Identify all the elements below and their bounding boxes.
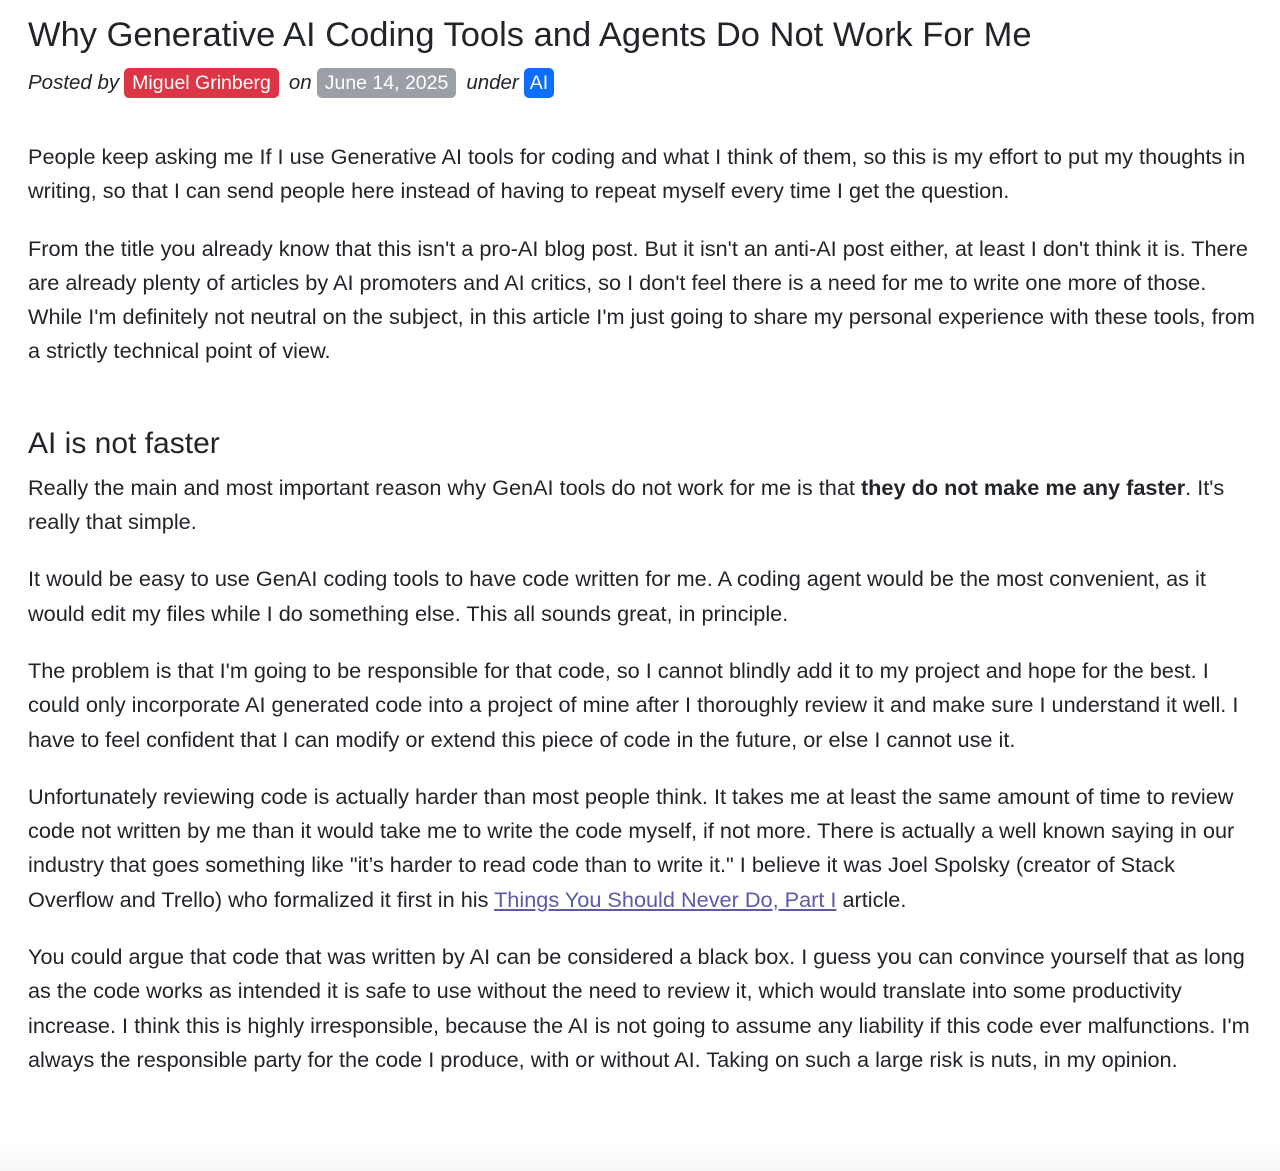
section-heading: AI is not faster <box>28 426 220 460</box>
category-badge-ai[interactable]: AI <box>524 68 554 98</box>
section-paragraph-2: It would be easy to use GenAI coding tools to have code written for me. A coding agent would be the most convenient, as it would edit my files while I do something else. This all sounds great, in principle. <box>28 566 1206 626</box>
blog-article <box>28 0 1256 1100</box>
intro-paragraph-1: People keep asking me If I use Generative AI tools for coding and what I think of them, so this is my effort to put my thoughts in writing, so that I can send people here instead of having to repeat myself every time I get the question. <box>28 144 1246 204</box>
on-label: on <box>288 71 312 94</box>
bottom-fade <box>0 1143 1280 1171</box>
under-label: under <box>466 71 519 94</box>
post-title: Why Generative AI Coding Tools and Agents Do Not Work For Me <box>28 16 1032 54</box>
author-badge[interactable]: Miguel Grinberg <box>124 68 279 98</box>
p1-bold-text: they do not make me any faster <box>860 474 1186 500</box>
p1-text-before: Really the main and most important reason why GenAI tools do not work for me is that <box>28 474 861 500</box>
date-badge: June 14, 2025 <box>317 68 457 98</box>
section-paragraph-1 <box>28 471 1256 540</box>
posted-by-label: Posted by <box>28 71 120 94</box>
intro-paragraph-2: From the title you already know that this isn't a pro-AI blog post. But it isn't an anti-AI post either, at least I don't think it is. There are already plenty of articles by AI promoters and AI critics, so I don't feel there is a need for me to write one more of those. While I'm definitely not neutral on the subject, in this article I'm just going to share my personal experience with these tools, from a strictly technical point of view. <box>28 235 1255 364</box>
section-paragraph-4 <box>28 780 1256 917</box>
section-paragraph-3: The problem is that I'm going to be responsible for that code, so I cannot blindly add it to my project and hope for the best. I could only incorporate AI generated code into a project of mine after I thoroughly review it and make sure I understand it well. I have to feel confident that I can modify or extend this piece of code in the future, or else I cannot use it. <box>28 657 1239 752</box>
p1-text-after: . It's really that simple. <box>28 474 1225 535</box>
p4-text-after: article. <box>836 886 907 912</box>
things-you-should-never-do-link[interactable]: Things You Should Never Do, Part I <box>494 886 837 912</box>
section-paragraph-5: You could argue that code that was written by AI can be considered a black box. I guess you can convince yourself that as long as the code works as intended it is safe to use without the need to review it, which would translate into some productivity increase. I think this is highly irresponsible, because the AI is not going to assume any liability if this code ever malfunctions. I'm always the responsible party for the code I produce, with or without AI. Taking on such a large risk is nuts, in my opinion. <box>28 944 1250 1072</box>
p4-text-before: Unfortunately reviewing code is actually harder than most people think. It takes me at least the same amount of time to review code not written by me than it would take me to write the code myself, if not more. There is actually a well known saying in our industry that goes something like "it’s harder to read code than to write it." I believe it was Joel Spolsky (creator of Stack Overflow and Trello) who formalized it first in his <box>28 783 1235 912</box>
post-body <box>28 140 1256 1077</box>
post-meta <box>28 66 1256 100</box>
